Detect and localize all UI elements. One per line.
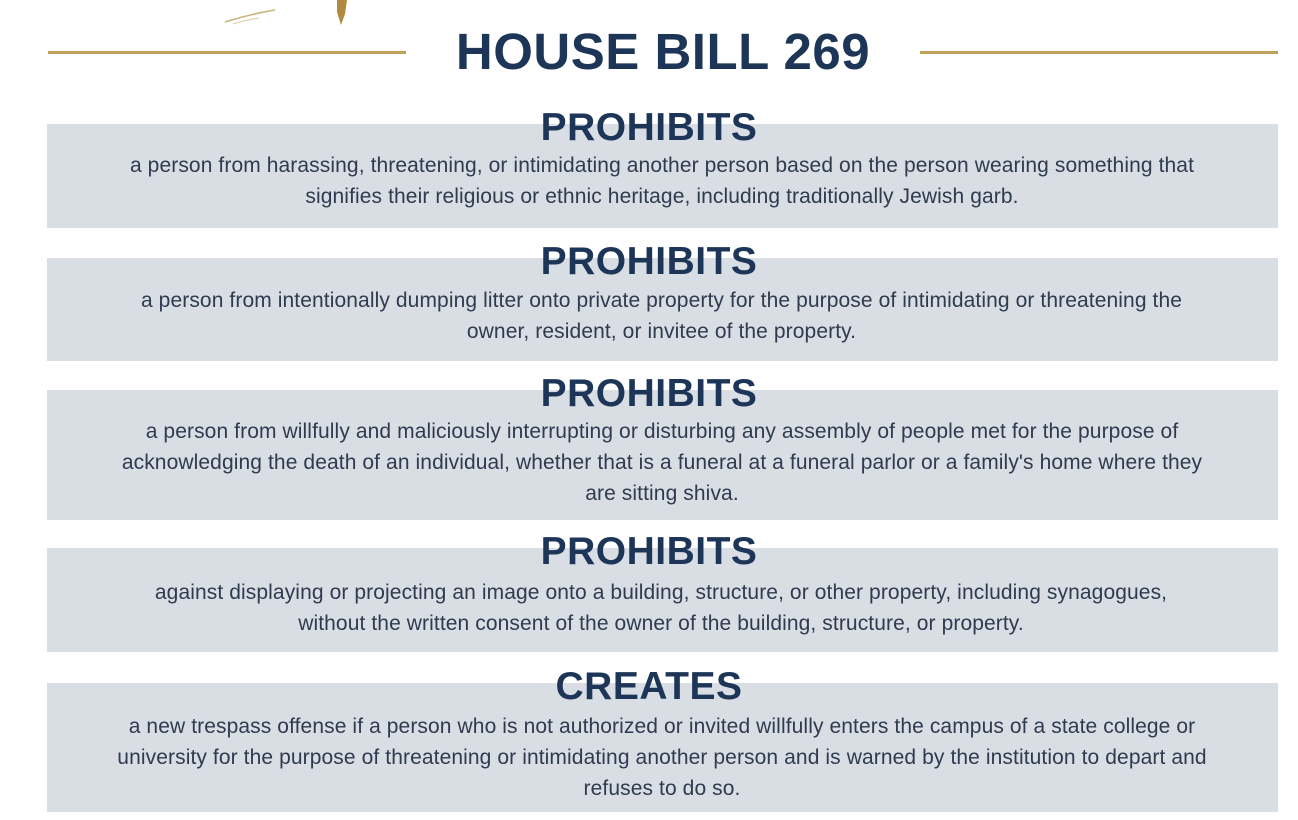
provision-text-1: a person from harassing, threatening, or intimidating another person based on the person wearing something that signifies their religious or ethnic heritage, including traditionally Jewish garb. — [129, 154, 1195, 208]
provision-heading-4: PROHIBITS — [540, 530, 758, 573]
provision-heading-2: PROHIBITS — [540, 240, 758, 283]
provision-heading-1: PROHIBITS — [540, 106, 758, 149]
provision-text-3: a person from willfully and maliciously interrupting or disturbing any assembly of people met for the purpose of acknowledging the death of an individual, whether that is a funeral at a funeral parlor or a family's home where they are sitting shiva. — [121, 420, 1203, 505]
provision-text-5: a new trespass offense if a person who is not authorized or invited willfully enters the campus of a state college or university for the purpose of threatening or intimidating another person and is warned by the institution to depart and refuses to do so. — [117, 715, 1207, 800]
provision-heading-3: PROHIBITS — [540, 372, 758, 415]
provision-heading-5: CREATES — [555, 665, 743, 708]
header — [48, 24, 1278, 80]
header-rule-right — [920, 51, 1278, 54]
provision-text-2: a person from intentionally dumping litter onto private property for the purpose of intimidating or threatening the owner, resident, or invitee of the property. — [140, 289, 1183, 343]
provision-text-4: against displaying or projecting an image onto a building, structure, or other property, including synagogues, without the written consent of the owner of the building, structure, or property. — [154, 581, 1168, 635]
page-title: HOUSE BILL 269 — [455, 23, 871, 80]
